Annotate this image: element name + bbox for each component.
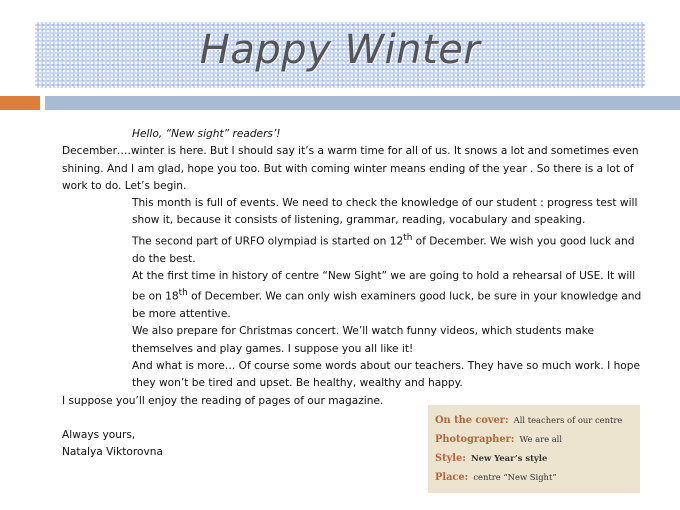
p3-superscript: th [403, 232, 413, 243]
p4-superscript: th [178, 288, 188, 299]
letter-greeting: Hello, “New sight” readers’! [132, 128, 281, 140]
p3-text-b: of December. We wish you good luck and do the best. [132, 235, 635, 265]
p3-text-a: The second part of URFO olympiad is started on 12 [132, 235, 404, 248]
letter-paragraph-4 [62, 268, 642, 323]
cover-row-style [435, 449, 640, 465]
accent-bar-orange [0, 96, 40, 110]
letter-paragraph-6: And what is more… Of course some words about our teachers. They have so much work. I hope they won’t be tired and upset. Be healthy, wealthy and happy. [132, 359, 641, 390]
cover-row-on-cover [435, 411, 640, 427]
letter-paragraph-7: I suppose you’ll enjoy the reading of pages of our magazine. [62, 394, 384, 407]
letter-closing: Always yours, [62, 429, 136, 442]
style-label: Style: [435, 453, 466, 464]
photographer-value: We are all [519, 434, 563, 444]
accent-bar-blue [45, 96, 680, 110]
letter-paragraph-5: We also prepare for Christmas concert. We’ll watch funny videos, which students make themselves and play games. I suppose you all like it! [132, 325, 595, 355]
place-value: centre “New Sight” [473, 472, 557, 482]
cover-info-box [428, 405, 640, 493]
on-cover-label: On the cover: [435, 415, 509, 426]
title-banner [35, 22, 645, 88]
p4-text-b: of December. We can only wish examiners good luck, be sure in your knowledge and be more attentive. [132, 290, 642, 321]
p4-text-a: At the first time in history of centre “New Sight” we are going to hold a rehearsal of USE. It will be on 18 [132, 269, 636, 303]
photographer-label: Photographer: [435, 434, 515, 445]
cover-row-photographer [435, 430, 640, 446]
page-title: Happy Winter [199, 27, 481, 73]
letter-paragraph-2: This month is full of events. We need to check the knowledge of our student : progress test will show it, because it consists of listening, grammar, reading, vocabulary and speaking. [132, 197, 638, 227]
cover-row-place [435, 468, 640, 484]
style-value: New Year’s style [470, 453, 548, 463]
on-cover-value: All teachers of our centre [513, 415, 623, 425]
letter-paragraph-1: December….winter is here. But I should say it’s a warm time for all of us. It snows a lot and sometimes even shining. And I am glad, hope you too. But with coming winter means ending of the year . So there is a lot of work to do. Let’s begin. [62, 145, 639, 192]
letter-paragraph-3 [62, 230, 642, 268]
place-label: Place: [435, 472, 469, 483]
letter-signature: Natalya Viktorovna [62, 446, 163, 459]
